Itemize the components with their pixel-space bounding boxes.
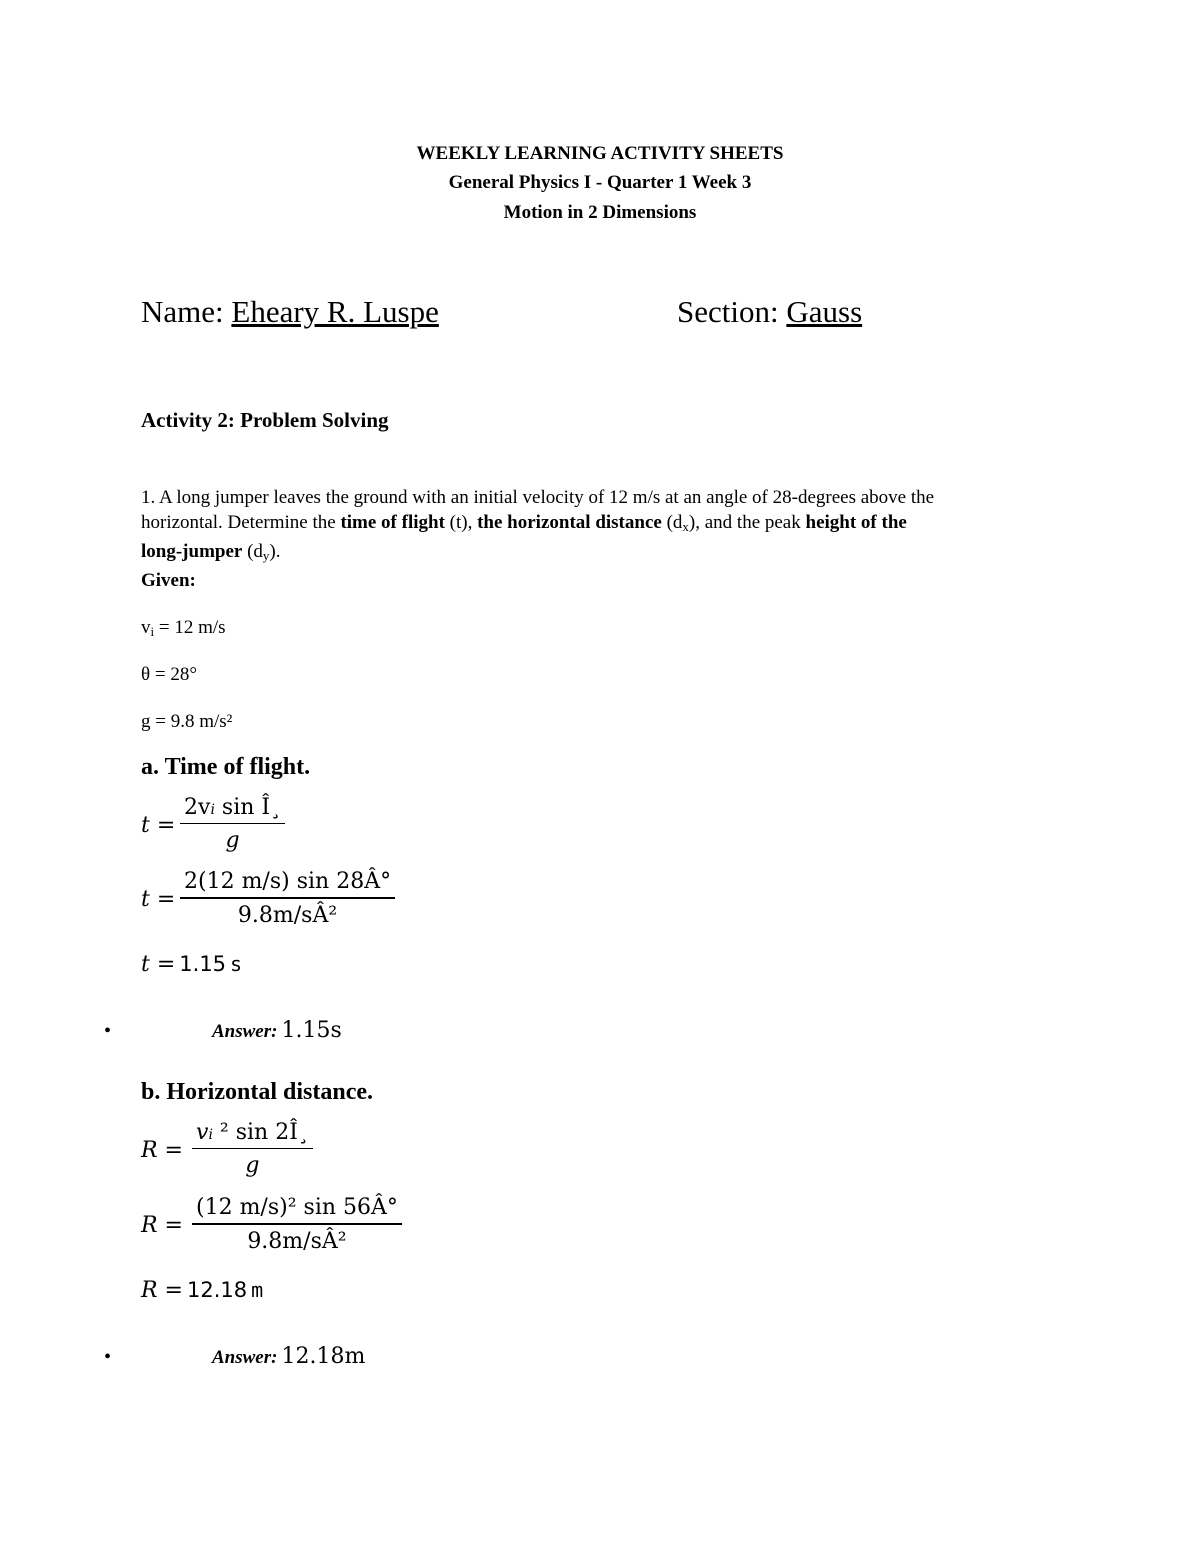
given-label: Given: bbox=[141, 570, 196, 591]
name-value: Eheary R. Luspe bbox=[231, 294, 439, 329]
eq-b1-denominator: g bbox=[245, 1153, 260, 1178]
eq-a2-denominator: 9.8m/sÂ² bbox=[237, 903, 338, 928]
eq-a3-value: 1.15 bbox=[179, 952, 227, 976]
name-row bbox=[141, 294, 439, 330]
eq-b1-fraction bbox=[192, 1120, 313, 1178]
eq-a2-numerator: 2(12 m/s) sin 28Â° bbox=[180, 869, 395, 899]
bullet-icon: • bbox=[104, 1346, 112, 1368]
problem-text: horizontal. Determine the bbox=[141, 512, 341, 533]
sheet-topic: Motion in 2 Dimensions bbox=[503, 202, 697, 223]
section-label: Section: bbox=[677, 294, 779, 329]
section-value: Gauss bbox=[786, 294, 863, 329]
eq-a2-fraction bbox=[180, 869, 395, 928]
eq-b2-denominator: 9.8m/sÂ² bbox=[247, 1229, 347, 1254]
eq-subscript: i bbox=[208, 1127, 213, 1143]
eq-b3-value: 12.18 bbox=[187, 1278, 248, 1302]
sheet-title: WEEKLY LEARNING ACTIVITY SHEETS bbox=[416, 143, 784, 164]
problem-bold-height: height of the bbox=[805, 512, 907, 533]
problem-text: (d bbox=[242, 541, 263, 562]
answer-value: 12.18m bbox=[281, 1344, 366, 1369]
part-a-heading: a. Time of flight. bbox=[141, 754, 311, 780]
eq-a3-unit: s bbox=[230, 952, 243, 976]
problem-statement bbox=[141, 485, 1071, 568]
part-b-heading: b. Horizontal distance. bbox=[141, 1079, 373, 1105]
eq-b3-unit: m bbox=[251, 1278, 264, 1302]
problem-text: (d bbox=[661, 512, 683, 533]
answer-b bbox=[212, 1344, 365, 1369]
given-angle: θ = 28° bbox=[141, 664, 197, 685]
answer-value: 1.15s bbox=[281, 1018, 342, 1043]
eq-a3-lhs: t = bbox=[141, 952, 176, 977]
eq-b1-lhs: R = bbox=[141, 1138, 183, 1163]
eq-a3 bbox=[141, 952, 242, 977]
section-row bbox=[677, 294, 862, 330]
eq-a2-lhs: t = bbox=[141, 887, 176, 912]
answer-label: Answer: bbox=[212, 1347, 278, 1368]
eq-a1-numerator bbox=[180, 795, 285, 824]
problem-text: ). bbox=[269, 541, 281, 562]
eq-b2-numerator: (12 m/s)² sin 56Â° bbox=[192, 1195, 402, 1225]
bullet-icon: • bbox=[104, 1020, 112, 1042]
eq-a1-lhs: t = bbox=[141, 813, 176, 838]
given-vi: v bbox=[141, 617, 151, 638]
problem-line-2 bbox=[141, 510, 1071, 539]
given-vi-value: = 12 m/s bbox=[154, 617, 226, 638]
eq-text: 2v bbox=[184, 795, 211, 820]
sheet-subtitle: General Physics I - Quarter 1 Week 3 bbox=[448, 172, 752, 193]
problem-bold-jumper: long-jumper bbox=[141, 541, 243, 562]
problem-line-3 bbox=[141, 539, 1071, 568]
eq-text: sin Î¸ bbox=[214, 795, 282, 820]
eq-text: v bbox=[196, 1120, 209, 1145]
eq-b2-fraction bbox=[192, 1195, 402, 1254]
problem-bold-time: time of flight bbox=[340, 512, 445, 533]
subscript-x: x bbox=[682, 519, 689, 534]
problem-bold-distance: the horizontal distance bbox=[477, 512, 662, 533]
eq-b2-lhs: R = bbox=[141, 1213, 183, 1238]
problem-line-1: 1. A long jumper leaves the ground with an initial velocity of 12 m/s at an angle of 28-degrees above the bbox=[141, 487, 935, 508]
name-label: Name: bbox=[141, 294, 224, 329]
eq-b3 bbox=[141, 1278, 263, 1303]
answer-a bbox=[212, 1018, 342, 1043]
eq-b1-numerator bbox=[192, 1120, 313, 1149]
eq-a1-fraction bbox=[180, 795, 285, 853]
eq-a1-denominator: g bbox=[225, 828, 240, 853]
answer-label: Answer: bbox=[212, 1021, 278, 1042]
eq-subscript: i bbox=[210, 802, 215, 818]
eq-b3-lhs: R = bbox=[141, 1278, 183, 1303]
problem-text: (t), bbox=[444, 512, 478, 533]
subscript-y: y bbox=[262, 548, 270, 563]
activity-title: Activity 2: Problem Solving bbox=[141, 408, 389, 432]
given-gravity: g = 9.8 m/s² bbox=[141, 711, 233, 732]
subscript-i: i bbox=[150, 624, 155, 639]
eq-text: ² sin 2Î¸ bbox=[212, 1120, 309, 1145]
given-velocity bbox=[141, 617, 226, 640]
problem-text: ), and the peak bbox=[688, 512, 806, 533]
